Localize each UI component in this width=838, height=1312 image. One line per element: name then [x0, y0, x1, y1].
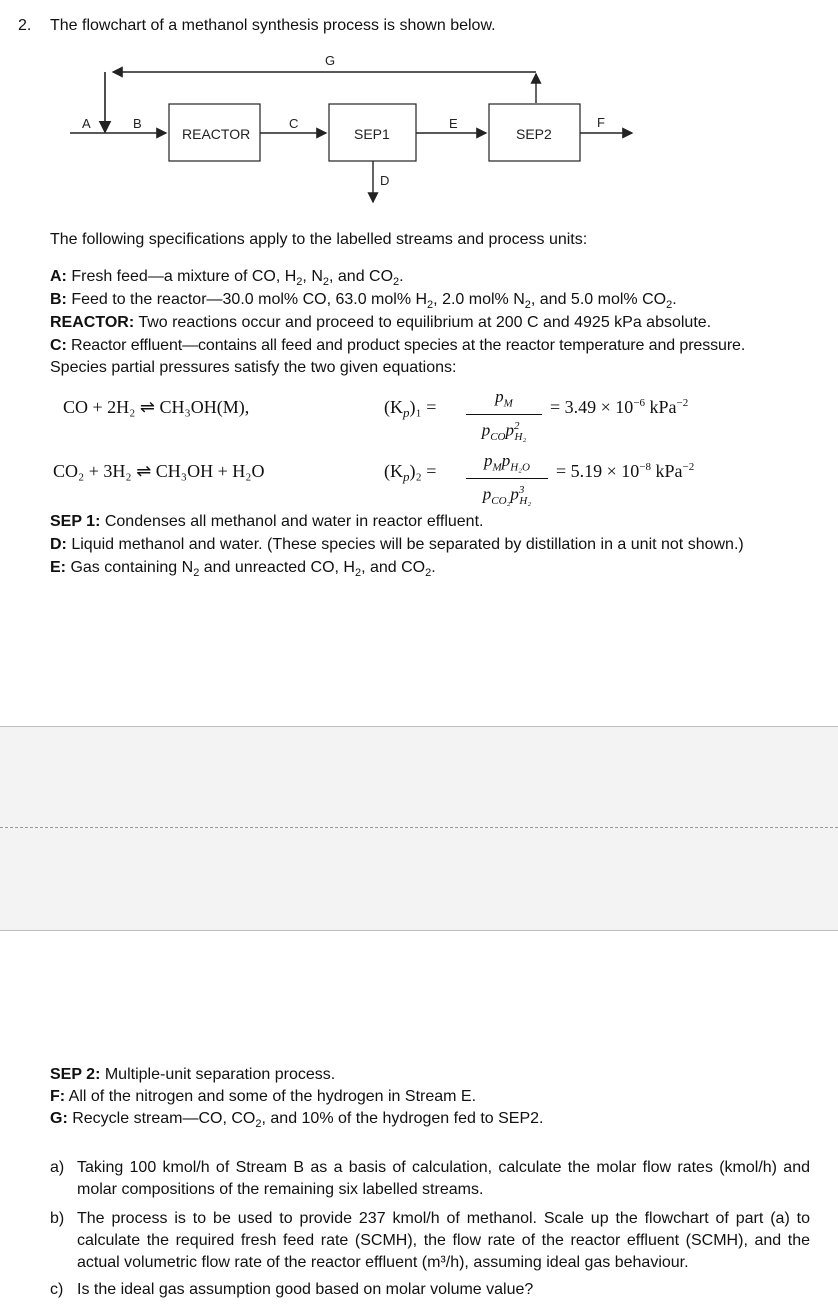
question-number: 2.	[18, 17, 32, 34]
question-a: a) Taking 100 kmol/h of Stream B as a basis of calculation, calculate the molar flow rates (kmol/h) and molar compositions of the remaining six labelled streams.	[50, 1159, 810, 1198]
equation-2-fraction: $p_Mp_{H_2O}$ $p_{CO_2}p^3_{H_2}$	[466, 450, 548, 512]
question-b: b) The process is to be used to provide 237 kmol/h of methanol. Scale up the flowchart of part (a) to calculate the required fresh feed rate (SCMH), the flow rate of the reactor effluent (SCMH), and the actual volumetric flow rate of the reactor effluent (m³/h), assuming ideal gas behaviour.	[50, 1210, 810, 1271]
spec-a: A: Fresh feed—a mixture of CO, $H_2$, $N_2$, and $CO_2$.	[50, 268, 404, 289]
spec-b: B: Feed to the reactor—30.0 mol% CO, 63.0 mol% $H_2$, 2.0 mol% $N_2$, and 5.0 mol% $CO_2$.	[50, 291, 677, 312]
sep1-label: SEP1	[354, 126, 390, 142]
spec-g: G: Recycle stream—CO, $CO_2$, and 10% of the hydrogen fed to SEP2.	[50, 1110, 544, 1131]
page-gap-lower	[0, 828, 838, 930]
page-gap-upper	[0, 727, 838, 827]
spec-c-line2: Species partial pressures satisfy the two given equations:	[50, 359, 457, 376]
spec-c: C: Reactor effluent—contains all feed and product species at the reactor temperature and pressure.	[50, 337, 746, 354]
stream-d-label: D	[380, 173, 390, 188]
spec-d: D: Liquid methanol and water. (These species will be separated by distillation in a unit not shown.)	[50, 536, 744, 553]
equation-2-value: = $5.19 \times 10^{-8}$ kPa$^{-2}$	[556, 461, 695, 481]
specs-intro: The following specifications apply to the labelled streams and process units:	[50, 231, 588, 248]
flowchart	[0, 45, 838, 210]
page-divider-bottom	[0, 930, 838, 931]
equation-1-fraction: $p_M$ $p_{CO}p^2_{H_2}$	[466, 386, 542, 448]
stream-b-label: B	[133, 116, 142, 131]
question-c: c) Is the ideal gas assumption good based on molar volume value?	[50, 1281, 534, 1298]
equation-1-value: = $3.49 \times 10^{-6}$ kPa$^{-2}$	[550, 397, 689, 417]
stream-e-label: E	[449, 116, 458, 131]
equation-1-reaction: CO + 2H₂ ⇌ CH₃OH(M),	[63, 397, 250, 417]
equation-1-k: $(K_p)_1$ =	[384, 397, 437, 420]
reactor-label: REACTOR	[182, 126, 251, 142]
spec-reactor: REACTOR: Two reactions occur and proceed to equilibrium at 200 C and 4925 kPa absolute.	[50, 314, 712, 331]
spec-e: E: Gas containing $N_2$ and unreacted CO, $H_2$, and $CO_2$.	[50, 559, 436, 580]
stream-c-label: C	[289, 116, 299, 131]
sep2-label: SEP2	[516, 126, 552, 142]
spec-sep1: SEP 1: Condenses all methanol and water in reactor effluent.	[50, 513, 484, 530]
spec-f: F: All of the nitrogen and some of the hydrogen in Stream E.	[50, 1088, 477, 1105]
question-title: The flowchart of a methanol synthesis process is shown below.	[50, 17, 496, 34]
stream-f-label: F	[597, 115, 605, 130]
equation-2-k: $(K_p)_2$ =	[384, 461, 437, 484]
spec-sep2: SEP 2: Multiple-unit separation process.	[50, 1066, 336, 1083]
stream-g-label: G	[325, 53, 336, 68]
equation-2-reaction: CO₂ + 3H₂ ⇌ CH₃OH + H₂O	[53, 461, 265, 481]
stream-a-label: A	[82, 116, 91, 131]
